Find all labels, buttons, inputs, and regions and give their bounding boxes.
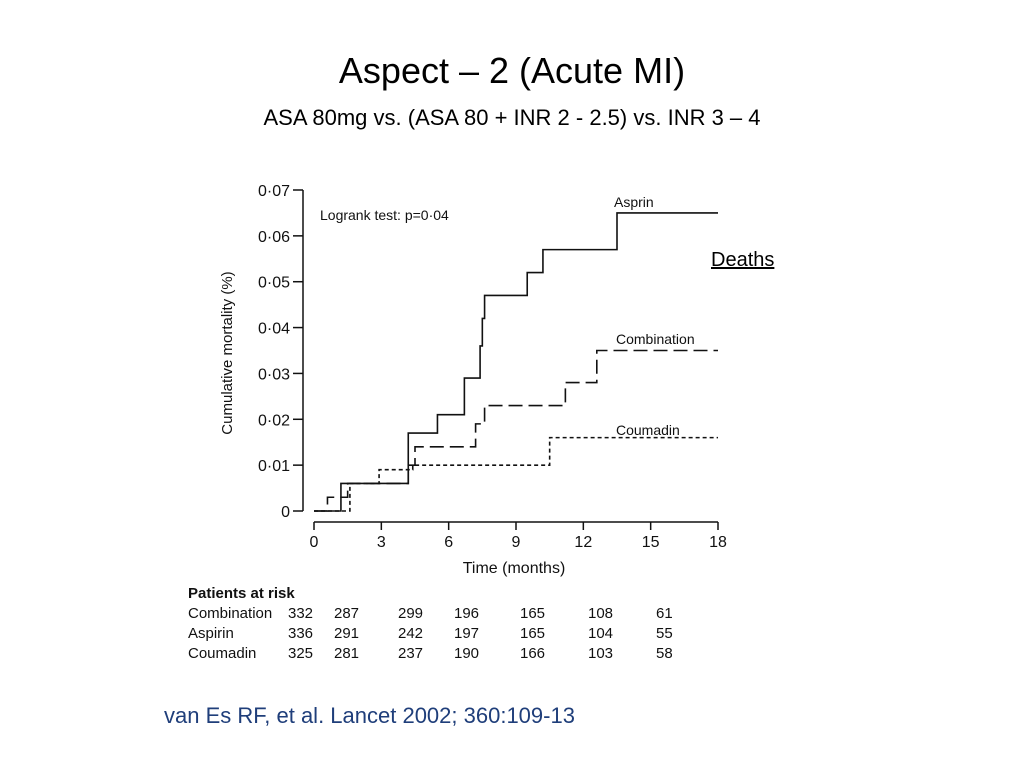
y-axis-title: Cumulative mortality (%) [219, 271, 236, 435]
logrank-annotation: Logrank test: p=0·04 [320, 207, 449, 223]
axes [219, 183, 727, 577]
x-tick-label: 9 [511, 534, 521, 551]
x-tick-label: 6 [444, 534, 454, 551]
y-tick-label: 0·04 [257, 320, 290, 338]
series-label-asprin: Asprin [614, 194, 654, 210]
deaths-label: Deaths [711, 249, 775, 271]
risk-row-aspirin [188, 625, 673, 645]
x-tick-label: 0 [309, 534, 319, 551]
patients-at-risk-rows [188, 605, 673, 665]
risk-cell: 325 [288, 645, 314, 662]
risk-cell: 166 [520, 645, 546, 662]
series-line-asprin [314, 213, 718, 511]
series-label-coumadin: Coumadin [616, 422, 680, 438]
risk-cell: 281 [334, 645, 360, 662]
risk-row-name: Combination [188, 605, 273, 622]
slide-subtitle: ASA 80mg vs. (ASA 80 + INR 2 - 2.5) vs. INR 3 – 4 [263, 105, 761, 130]
risk-cell: 108 [588, 605, 614, 622]
risk-cell: 55 [656, 625, 673, 642]
series-line-coumadin [314, 438, 718, 511]
y-tick-label: 0 [281, 504, 290, 521]
y-tick-label: 0·01 [257, 458, 290, 476]
risk-row-combination [188, 605, 673, 625]
citation: van Es RF, et al. Lancet 2002; 360:109-13 [164, 703, 575, 728]
risk-cell: 242 [398, 625, 424, 642]
risk-cell: 197 [454, 625, 480, 642]
patients-at-risk-heading: Patients at risk [188, 585, 295, 602]
risk-cell: 336 [288, 625, 314, 642]
risk-cell: 104 [588, 625, 614, 642]
risk-cell: 287 [334, 605, 360, 622]
risk-cell: 165 [520, 625, 546, 642]
x-axis-title: Time (months) [462, 560, 566, 577]
y-tick-label: 0·06 [257, 228, 290, 246]
y-tick-label: 0·07 [257, 183, 290, 200]
risk-cell: 237 [398, 645, 424, 662]
risk-row-name: Aspirin [188, 625, 234, 642]
risk-cell: 61 [656, 605, 673, 622]
series-label-combination: Combination [616, 331, 695, 347]
risk-cell: 58 [656, 645, 673, 662]
y-tick-label: 0·02 [257, 412, 290, 430]
y-tick-label: 0·05 [257, 274, 290, 292]
x-tick-label: 18 [709, 534, 727, 551]
slide-title: Aspect – 2 (Acute MI) [338, 50, 686, 91]
x-tick-label: 15 [641, 534, 660, 551]
series-lines [314, 194, 718, 511]
risk-cell: 291 [334, 625, 360, 642]
x-tick-label: 12 [574, 534, 593, 551]
risk-cell: 190 [454, 645, 480, 662]
patients-at-risk-table [188, 585, 673, 665]
risk-cell: 332 [288, 605, 314, 622]
risk-row-coumadin [188, 645, 673, 665]
risk-cell: 196 [454, 605, 480, 622]
risk-cell: 299 [398, 605, 424, 622]
risk-row-name: Coumadin [188, 645, 257, 662]
risk-cell: 165 [520, 605, 546, 622]
risk-cell: 103 [588, 645, 614, 662]
x-tick-label: 3 [376, 534, 386, 551]
y-tick-label: 0·03 [257, 366, 290, 384]
